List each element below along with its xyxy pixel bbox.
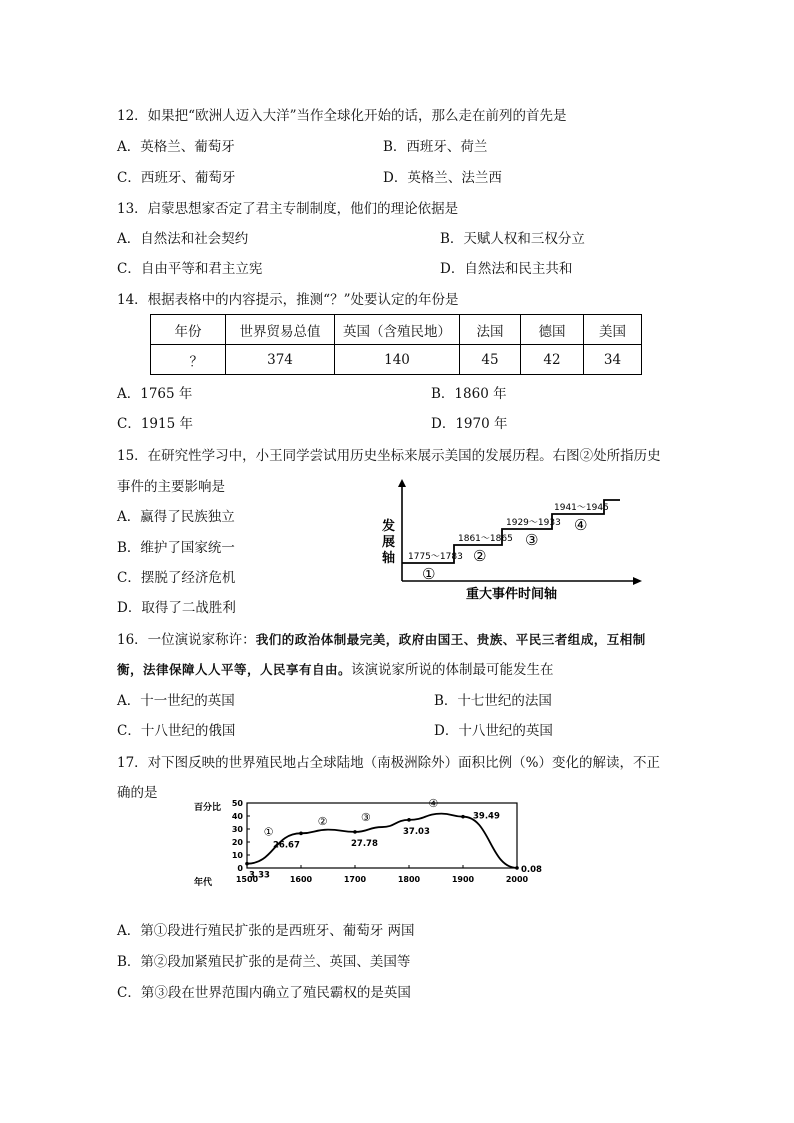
header-cell: 德国 xyxy=(521,315,584,345)
q15-stem-line2: 事件的主要影响是 xyxy=(117,479,225,495)
q14-option-d[interactable]: D．1970 年 xyxy=(431,416,508,432)
y-axis-label-char: 展 xyxy=(382,535,396,550)
table-cell: 42 xyxy=(521,345,584,375)
data-label: 37.03 xyxy=(403,826,430,837)
step-mark-3: ③ xyxy=(525,531,539,549)
q16-option-d[interactable]: D．十八世纪的英国 xyxy=(434,723,553,739)
table-cell: ？ xyxy=(151,345,226,375)
y-axis-label-char: 轴 xyxy=(382,551,396,566)
q16-option-a[interactable]: A．十一世纪的英国 xyxy=(117,693,235,709)
q12-option-b[interactable]: B．西班牙、荷兰 xyxy=(383,139,488,155)
data-label: 39.49 xyxy=(473,811,500,822)
q17-colony-area-chart xyxy=(190,798,560,890)
q16-option-b[interactable]: B．十七世纪的法国 xyxy=(434,693,552,709)
segment-mark: ③ xyxy=(360,811,371,825)
y-axis-label-char: 发 xyxy=(382,519,396,534)
step-mark-1: ① xyxy=(422,565,436,583)
y-tick-label: 10 xyxy=(231,851,243,860)
x-axis-arrow-icon xyxy=(633,577,642,585)
q15-option-c[interactable]: C．摆脱了经济危机 xyxy=(117,570,236,586)
y-tick-label: 40 xyxy=(231,812,243,821)
x-axis-label: 重大事件时间轴 xyxy=(466,587,558,602)
q17-option-c[interactable]: C．第③段在世界范围内确立了殖民霸权的是英国 xyxy=(117,985,411,1001)
step-period-4: 1941～1945 xyxy=(554,503,609,513)
q14-option-c[interactable]: C．1915 年 xyxy=(117,416,193,432)
q17-option-a[interactable]: A．第①段进行殖民扩张的是西班牙、葡萄牙 两国 xyxy=(117,923,415,939)
q15-development-figure xyxy=(374,478,650,606)
y-axis-arrow-icon xyxy=(398,479,406,487)
chart-x-label: 年代 xyxy=(194,878,213,888)
header-cell: 英国（含殖民地） xyxy=(335,315,460,345)
step-mark-4: ④ xyxy=(574,516,588,534)
q17-stem-line2: 确的是 xyxy=(117,785,158,801)
step-period-2: 1861～1865 xyxy=(458,534,513,544)
q16-stem-line2 xyxy=(117,661,554,679)
q16-stem-line1 xyxy=(117,631,646,649)
header-cell: 美国 xyxy=(584,315,642,345)
x-tick-label: 1700 xyxy=(343,875,367,884)
x-tick-label: 2000 xyxy=(505,875,529,884)
data-label: 3.33 xyxy=(249,870,270,881)
y-tick-label: 50 xyxy=(231,799,243,808)
q13-option-b[interactable]: B．天赋人权和三权分立 xyxy=(440,231,585,247)
y-tick-label: 0 xyxy=(237,864,243,873)
q13-option-c[interactable]: C．自由平等和君主立宪 xyxy=(117,261,263,277)
data-label: 27.78 xyxy=(351,838,378,849)
x-tick-label: 1800 xyxy=(397,875,421,884)
q13-option-d[interactable]: D．自然法和民主共和 xyxy=(440,261,573,277)
step-mark-2: ② xyxy=(473,547,487,565)
step-period-1: 1775～1783 xyxy=(408,552,463,562)
q16-quote-part1: 我们的政治体制最完美，政府由国王、贵族、平民三者组成，互相制 xyxy=(255,632,646,647)
header-cell: 法国 xyxy=(460,315,521,345)
q12-option-d[interactable]: D．英格兰、法兰西 xyxy=(383,170,502,186)
q13-option-a[interactable]: A．自然法和社会契约 xyxy=(117,231,249,247)
data-point xyxy=(299,832,303,836)
data-point xyxy=(407,818,411,822)
q12-option-a[interactable]: A．英格兰、葡萄牙 xyxy=(117,139,235,155)
data-label: 26.67 xyxy=(273,840,300,851)
segment-mark: ② xyxy=(317,815,328,829)
q14-option-b[interactable]: B．1860 年 xyxy=(431,386,507,402)
table-cell: 34 xyxy=(584,345,642,375)
q15-stem-line1: 15．在研究性学习中，小王同学尝试用历史坐标来展示美国的发展历程。右图②处所指历史 xyxy=(117,448,661,464)
header-cell: 世界贸易总值 xyxy=(226,315,335,345)
q15-option-b[interactable]: B．维护了国家统一 xyxy=(117,540,235,556)
data-point xyxy=(515,866,519,870)
q12-stem: 12．如果把“欧洲人迈入大洋”当作全球化开始的话，那么走在前列的首先是 xyxy=(117,108,567,124)
q16-quote-part2: 衡，法律保障人人平等，人民享有自由。 xyxy=(117,662,352,677)
table-cell: 140 xyxy=(335,345,460,375)
q15-option-d[interactable]: D．取得了二战胜利 xyxy=(117,600,236,616)
q17-stem-line1: 17．对下图反映的世界殖民地占全球陆地（南极洲除外）面积比例（%）变化的解读，不正 xyxy=(117,755,661,771)
q16-option-c[interactable]: C．十八世纪的俄国 xyxy=(117,723,236,739)
q17-option-b[interactable]: B．第②段加紧殖民扩张的是荷兰、英国、美国等 xyxy=(117,954,411,970)
q15-option-a[interactable]: A．赢得了民族独立 xyxy=(117,509,235,525)
q12-option-c[interactable]: C．西班牙、葡萄牙 xyxy=(117,170,236,186)
y-tick-label: 20 xyxy=(231,838,243,847)
x-tick-label: 1500 xyxy=(235,875,259,884)
table-row xyxy=(151,345,642,375)
q16-stem-prefix: 16．一位演说家称许： xyxy=(117,632,256,648)
y-tick-label: 30 xyxy=(231,825,243,834)
table-header-row xyxy=(151,315,642,345)
chart-y-label: 百分比 xyxy=(194,803,222,813)
data-point xyxy=(245,862,249,866)
q13-stem: 13．启蒙思想家否定了君主专制制度，他们的理论依据是 xyxy=(117,201,459,217)
header-cell: 年份 xyxy=(151,315,226,345)
table-cell: 45 xyxy=(460,345,521,375)
segment-mark: ① xyxy=(263,825,274,839)
q14-option-a[interactable]: A．1765 年 xyxy=(117,386,193,402)
q14-table xyxy=(150,314,642,375)
data-label: 0.08 xyxy=(521,864,542,875)
step-period-3: 1929～1933 xyxy=(506,518,561,528)
data-point xyxy=(353,830,357,834)
x-tick-label: 1900 xyxy=(451,875,475,884)
data-point xyxy=(461,815,465,819)
q14-stem: 14．根据表格中的内容提示，推测“？”处要认定的年份是 xyxy=(117,292,459,308)
x-tick-label: 1600 xyxy=(289,875,313,884)
segment-mark: ④ xyxy=(428,798,439,810)
table-cell: 374 xyxy=(226,345,335,375)
q16-stem-suffix: 该演说家所说的体制最可能发生在 xyxy=(351,662,554,678)
